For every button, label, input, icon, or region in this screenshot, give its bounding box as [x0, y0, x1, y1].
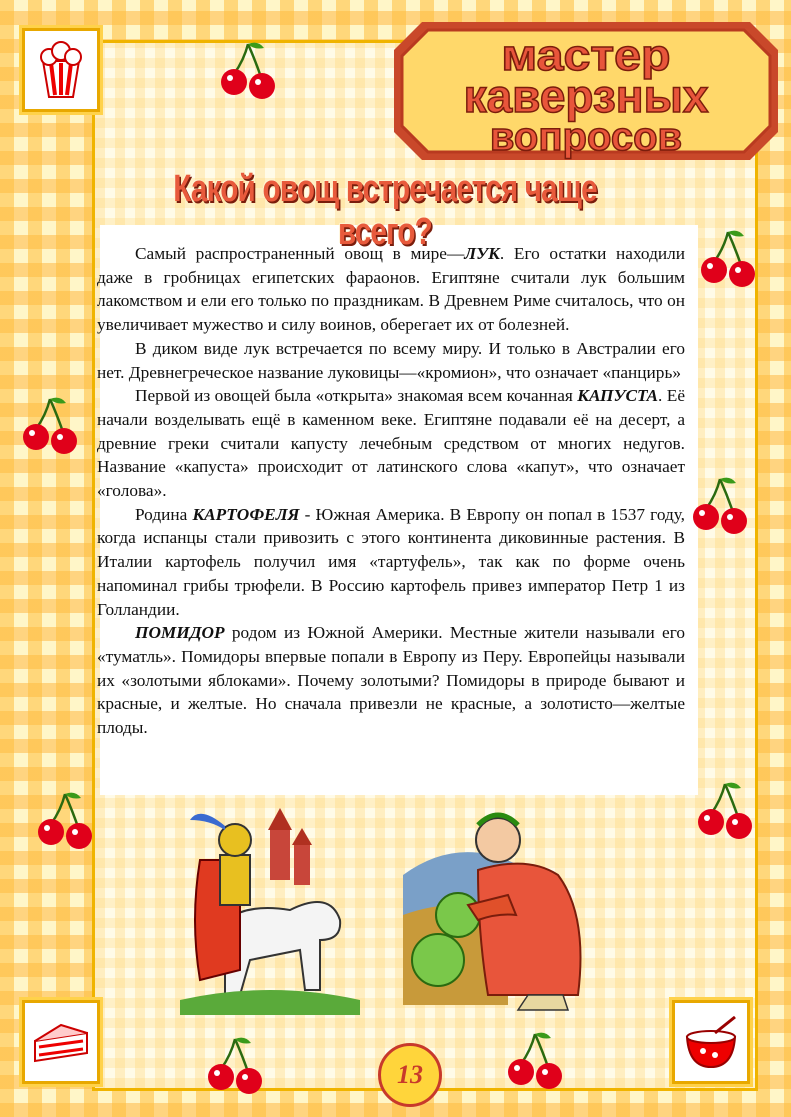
article-text: [97, 242, 685, 740]
cherry-icon: [690, 475, 750, 537]
cherry-icon: [218, 40, 278, 102]
page-number: 13: [378, 1043, 442, 1107]
cherry-icon: [695, 780, 755, 842]
roman-watering-cabbage-illustration: [398, 795, 608, 1015]
bowl-icon: [672, 1000, 750, 1084]
badge-line-2: каверзных: [463, 70, 709, 122]
cherry-icon: [205, 1035, 265, 1097]
paragraph: ПОМИДОР родом из Южной Америки. Местные жители называли его «туматль». Помидоры впервые попали в Европу из Перу. Европейцы называли их «золотыми яблоками». Почему золотыми? Помидоры в природе бывают и красные, и желтые. Но сначала привезли не красные, а золотисто—желтые плоды.: [97, 623, 685, 738]
cake-icon: [22, 1000, 100, 1084]
title-badge: [392, 20, 780, 162]
knight-on-horse-illustration: [170, 800, 365, 1015]
badge-line-3: вопросов: [489, 115, 683, 159]
cherry-icon: [698, 228, 758, 290]
cherry-icon: [505, 1030, 565, 1092]
cherry-icon: [35, 790, 95, 852]
page-heading: Какой овощ встречается чаще всего?: [173, 168, 597, 253]
badge-line-1: мастер: [501, 30, 671, 80]
paragraph: В диком виде лук встречается по всему миру. И только в Австралии его нет. Древнегреческое название луковицы—«кромион», что означает «панцирь»: [97, 338, 685, 382]
paragraph: Самый распространенный овощ в мире—ЛУК. Его остатки находили даже в гробницах египетских фараонов. Египтяне считали лук большим лакомством и ели его только по праздникам. В Древнем Риме считалось, что он увеличивает мужество и силу воинов, оберегает их от болезней.: [97, 244, 685, 335]
paragraph: Родина КАРТОФЕЛЯ - Южная Америка. В Европу он попал в 1537 году, когда испанцы стали привозить с этого континента диковинные растения. В Италии картофель получил имя «тартуфель», так как по форме очень напоминал грибы трюфели. В Россию картофель привез император Петр 1 из Голландии.: [97, 504, 685, 619]
paragraph: Первой из овощей была «открыта» знакомая всем кочанная КАПУСТА. Её начали возделывать ещё в каменном веке. Египтяне подавали её на десерт, а древние греки считали капусту лечебным средством от многих недугов. Название «капуста» происходит от латинского слова «капут», что означает «голова».: [97, 386, 685, 501]
cherry-icon: [20, 395, 80, 457]
popcorn-icon: [22, 28, 100, 112]
